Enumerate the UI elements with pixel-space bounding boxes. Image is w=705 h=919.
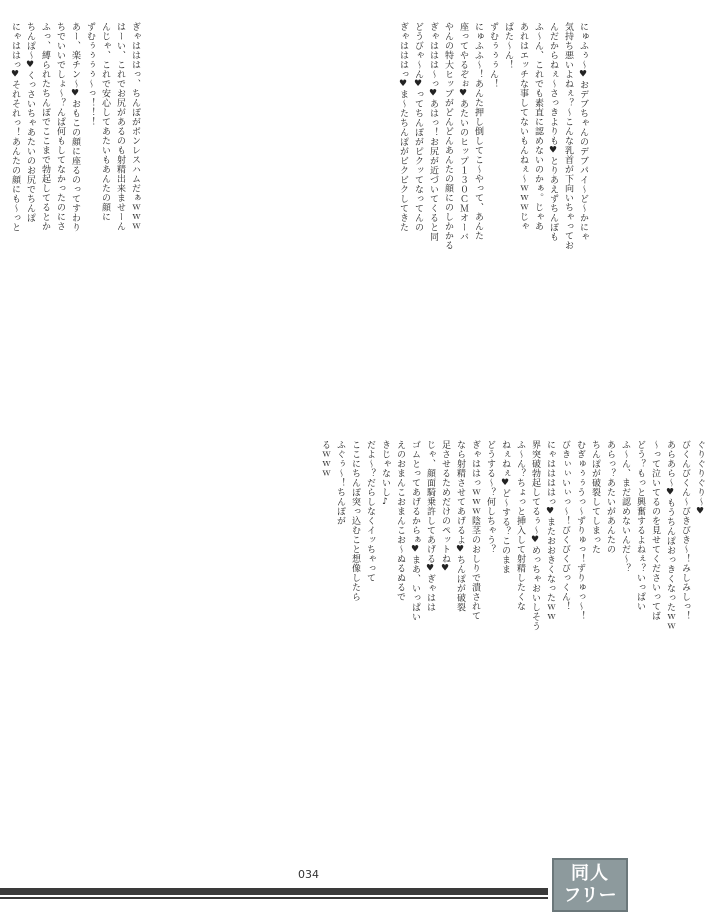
footer-bar-thin (0, 897, 548, 899)
text-column: ちんぽ～♥くっさいちゃあたいのお尻でちんぽ (25, 22, 35, 223)
text-column: ぎゃははっｗｗｗ陰茎のおしりで潰されて (470, 440, 480, 621)
text-column: ずむぅぅぅぅ～っ！！！ (85, 22, 95, 127)
doujin-free-stamp (552, 858, 628, 912)
text-column: ふ～ん、まだ認めないんだ～？ (620, 440, 630, 573)
text-column: きじゃないし♪ (380, 440, 390, 508)
stamp-line-1: 同人 (571, 863, 609, 884)
text-column: ここにちんぽ突っ込むこと想像したら (350, 440, 360, 602)
text-column: ぎゃははは～っ♥あはっ！お尻が近づいてくると同 (428, 22, 438, 242)
text-column: ねぇねぇ♥ど～する？このまま (500, 440, 510, 574)
text-column: ぎゃはははっ♥ま～たちんぽがビクビクしてきた (398, 22, 408, 232)
text-column: ちんぽが破裂してしまった (590, 440, 600, 554)
text-column: ～って泣いてるのを見せてくださいってば (650, 440, 660, 621)
text-column: むぎゅぅぅうっ～ずりゅっ！ずりゅっ～！ (575, 440, 585, 621)
text-column: あらっ？あたいがあんたの (605, 440, 615, 554)
text-column: はーい、これでお尻があるのも射精出来ませーん (115, 22, 125, 231)
text-column: えのおまんこおまんこお～ぬるぬるで (395, 440, 405, 602)
text-column: なら射精させてあげるよ♥ちんぽが破裂 (455, 440, 465, 612)
text-column: ぎゃはははっ、ちんぽがボンレスハムだぁｗｗｗ (130, 22, 140, 231)
text-column: 座ってやるぞぉ♥あたいのヒップ１３０ＣＭオーバ (458, 22, 468, 242)
text-column: どうびゃ～ん♥ってちんぽがピクッてなってんの (413, 22, 423, 232)
text-column: るｗｗｗ (320, 440, 330, 478)
text-column: ぐりぐりぐり～♥ (695, 440, 705, 517)
text-column: ふ～ん、これでも素直に認めないのかぁ。じゃあ (533, 22, 543, 231)
text-column: ちでいいでしょ～？んぱ何もしてなかったのにさ (55, 22, 65, 231)
text-column: やんの特大ヒップがどんどんあんたの顔にのしかかる (443, 22, 453, 250)
text-column: ふっ、縛られたちんぽでここまで勃起してるとか (40, 22, 50, 231)
text-column: あー、楽チン～♥おもこの顔に座るのってすわり (70, 22, 80, 232)
text-column: 界突破勃起してるぅ～♥めっちゃおいしそう (530, 440, 540, 631)
text-block-upper-left (10, 22, 140, 382)
stamp-line-2: フリー (563, 885, 617, 906)
text-column: んだからねぇ～さっきよりも♥とりあえずちんぽも (548, 22, 558, 242)
text-column: どうする～？何しちゃう？ (485, 440, 495, 554)
text-column: にゃははっ♥それそれっ！あんたの顔にも～っと (10, 22, 20, 232)
text-column: にゅふぅ～♥おデブちゃんのデブパイ～ど～かにゃ (578, 22, 588, 242)
page-number: 034 (298, 868, 319, 881)
footer-bar (0, 888, 548, 895)
text-column: ぱた～ん！ (503, 22, 513, 70)
text-column: どう？もっと興奮するよねぇ？いっぱい (635, 440, 645, 611)
text-column: あらあら～♥もうちんぽおっきくなったｗｗ (665, 440, 675, 631)
text-block-lower-right (320, 440, 705, 840)
text-column: じゃ、顔面騎乗許してあげる♥ぎゃはは (425, 440, 435, 612)
text-block-upper-right (398, 22, 588, 382)
text-column: ふぐぅ～！ちんぽが (335, 440, 345, 526)
text-column: にゃははははっ♥またおおきくなったｗｗ (545, 440, 555, 622)
text-column: 気持ち悪いよねぇ？～こんな乳首が下向いちゃってお (563, 22, 573, 250)
text-column: ずむぅぅぅん！ (488, 22, 498, 89)
text-column: んじゃ、これで安心してあたいもあんたの顔に (100, 22, 110, 222)
text-column: だよ～？だらしなくイッちゃって (365, 440, 375, 583)
text-column: ふ～ん？ちょっと挿入して射精したくな (515, 440, 525, 611)
text-column: あれはエッチな事してないもんねぇ～ｗｗｗじゃ (518, 22, 528, 231)
text-column: 足させるためだけのペットね♥ (440, 440, 450, 574)
text-column: びきぃぃいぃっ～！びくびくびっくん！ (560, 440, 570, 611)
text-column: びくんびくん～びきびき～！みしみしっ！ (680, 440, 690, 621)
text-column: ゴムとってあげるからぁ♥まあ、いっぱい (410, 440, 420, 622)
text-column: にゅふふ～！あんた押し倒してこ～やって、あんた (473, 22, 483, 241)
